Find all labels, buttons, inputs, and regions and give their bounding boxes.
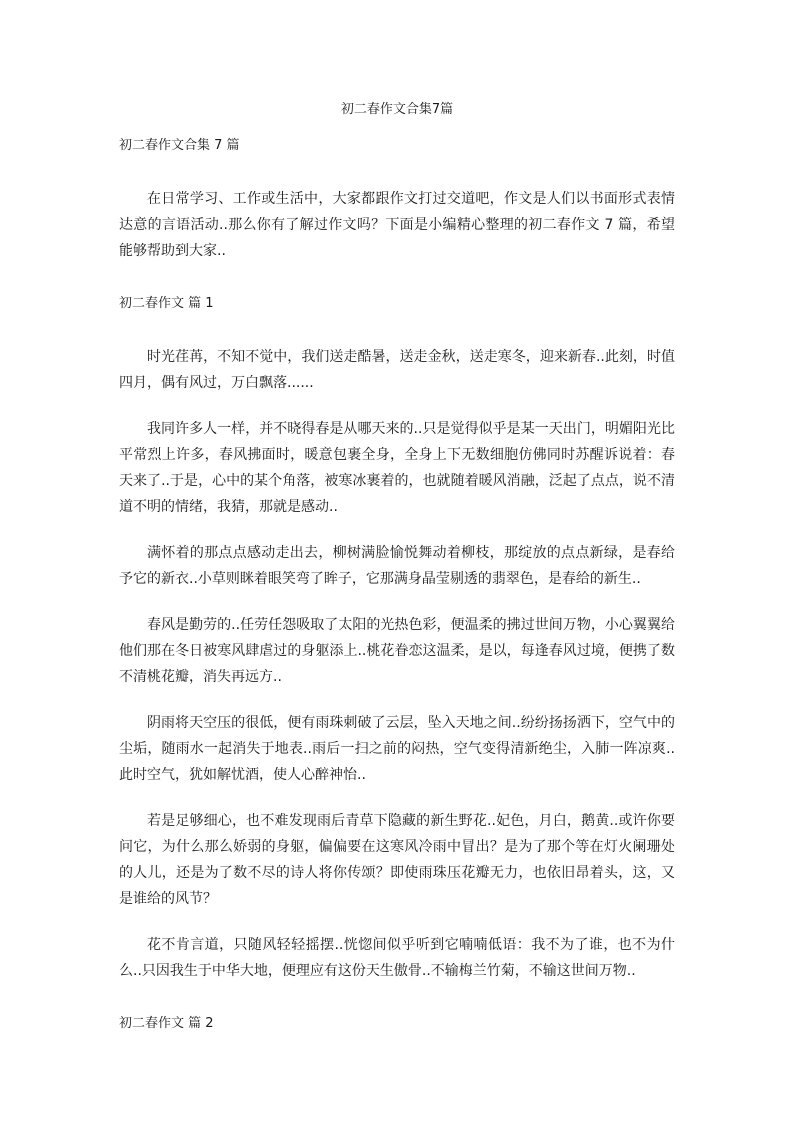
section-heading: 初二春作文 篇 2 bbox=[119, 1016, 214, 1031]
section-paragraph: 时光荏苒，不知不觉中，我们送走酷暑，送走金秋，送走寒冬，迎来新春..此刻，时值四月，偶有风过，万白飘落...... bbox=[119, 349, 675, 391]
document-subtitle: 初二春作文合集 7 篇 bbox=[119, 138, 240, 153]
document-title: 初二春作文合集7篇 bbox=[340, 102, 454, 117]
section-paragraph: 满怀着的那点点感动走出去，柳树满脸愉悦舞动着柳枝，那绽放的点点新绿，是春给予它的新衣..小草则眯着眼笑弯了眸子，它那满身晶莹剔透的翡翠色，是春给的新生.. bbox=[119, 545, 675, 587]
section-paragraph: 春风是勤劳的..任劳任怨吸取了太阳的光热色彩，便温柔的拂过世间万物，小心翼翼给他们那在冬日被寒风肆虐过的身躯添上..桃花眷恋这温柔，是以，每逢春风过境，便携了数不清桃花瓣，消失再远方.. bbox=[119, 617, 675, 685]
section-paragraph: 我同许多人一样，并不晓得春是从哪天来的..只是觉得似乎是某一天出门，明媚阳光比平常烈上许多，春风拂面时，暖意包裹全身，全身上下无数细胞仿佛同时苏醒诉说着：春天来了..于是，心中的某个角落，被寒冰裹着的，也就随着暖风消融，泛起了点点，说不清道不明的情绪，我猜，那就是感动.. bbox=[119, 421, 675, 515]
intro-paragraph: 在日常学习、工作或生活中，大家都跟作文打过交道吧，作文是人们以书面形式表情达意的言语活动..那么你有了解过作文吗？下面是小编精心整理的初二春作文 7 篇，希望能够帮助到大家.. bbox=[119, 191, 675, 259]
section-heading: 初二春作文 篇 1 bbox=[119, 296, 214, 311]
section-paragraph: 阴雨将天空压的很低，便有雨珠刺破了云层，坠入天地之间..纷纷扬扬洒下，空气中的尘垢，随雨水一起消失于地表..雨后一扫之前的闷热，空气变得清新绝尘，入肺一阵凉爽..此时空气，犹如解忧酒，使人心醉神怡.. bbox=[119, 715, 675, 783]
section-paragraph: 花不肯言道，只随风轻轻摇摆..恍惚间似乎听到它喃喃低语：我不为了谁，也不为什么..只因我生于中华大地，便理应有这份天生傲骨..不输梅兰竹菊，不输这世间万物.. bbox=[119, 937, 675, 979]
section-paragraph: 若是足够细心，也不难发现雨后青草下隐藏的新生野花..妃色，月白，鹅黄..或许你要问它，为什么那么娇弱的身躯，偏偏要在这寒风冷雨中冒出？是为了那个等在灯火阑珊处的人儿，还是为了数不尽的诗人将你传颂？即使雨珠压花瓣无力，也依旧昂着头，这，又是谁给的风节？ bbox=[119, 813, 675, 907]
document-body bbox=[119, 136, 675, 1034]
